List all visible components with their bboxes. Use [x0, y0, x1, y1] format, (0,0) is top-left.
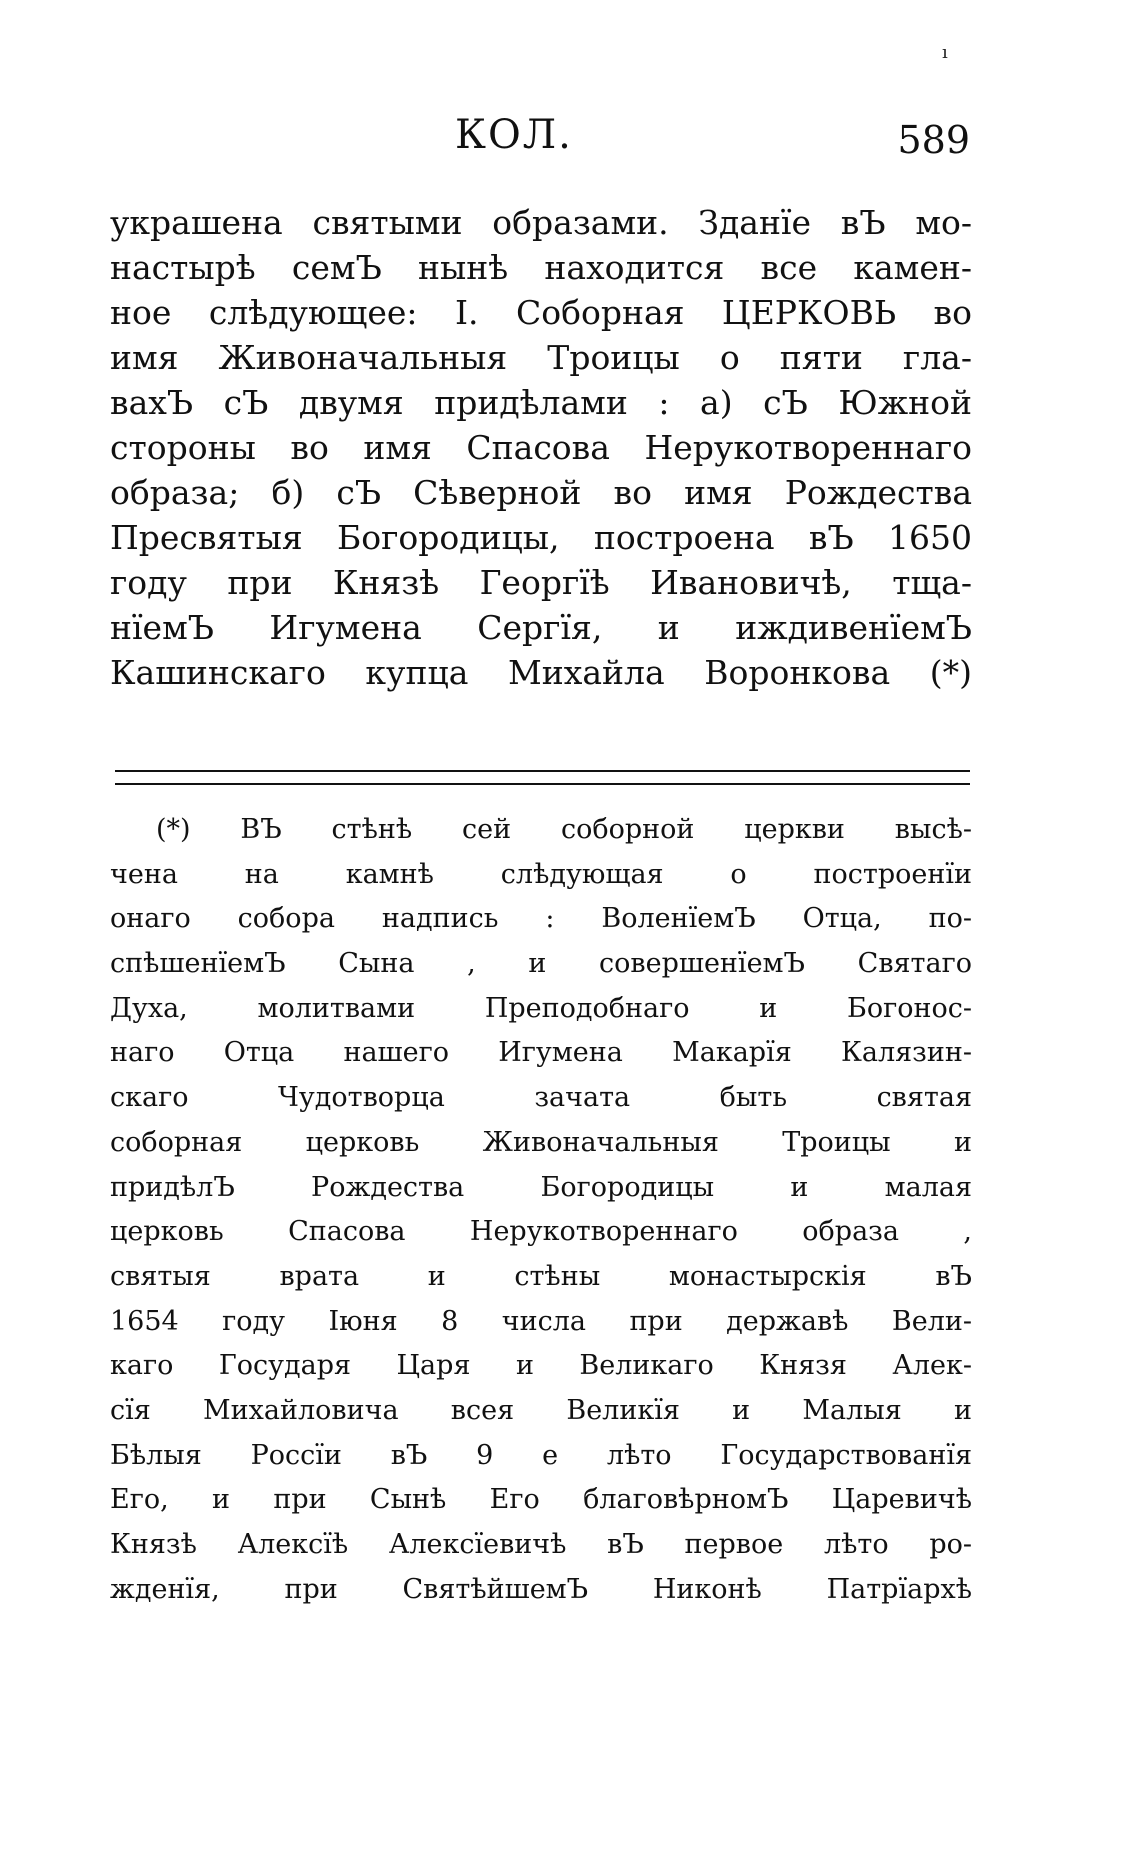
text-line: году при Князѣ Георгїѣ Ивановичѣ, тща-: [110, 563, 972, 602]
top-page-mark: ı: [942, 42, 948, 63]
page-number: 589: [897, 118, 970, 162]
footnote-line: спѣшенїемЪ Сына , и совершенїемЪ Святаго: [110, 948, 972, 980]
text-line: образа; б) сЪ Сѣверной во имя Рождества: [110, 473, 972, 512]
footnote-block: [110, 808, 972, 1612]
text-line: Кашинскаго купца Михайла Воронкова (*): [110, 653, 972, 692]
footnote-line: Князѣ Алексїѣ Алексїевичѣ вЪ первое лѣто ро-: [110, 1529, 972, 1560]
footnote-line: жденїя, при СвятѣйшемЪ Никонѣ Патрїархѣ: [110, 1573, 972, 1605]
footnote-line: чена на камнѣ слѣдующая о построенїи: [110, 858, 972, 890]
footnote-separator-rule-lower: [115, 783, 970, 785]
text-line: Пресвятыя Богородицы, построена вЪ 1650: [110, 518, 972, 557]
footnote-line: Его, и при Сынѣ Его благовѣрномЪ Царевичѣ: [110, 1484, 972, 1516]
footnote-line: сїя Михайловича всея Великїя и Малыя и: [110, 1394, 972, 1426]
footnote-line: святыя врата и стѣны монастырскія вЪ: [110, 1260, 972, 1292]
text-line: стороны во имя Спасова Нерукотвореннаго: [110, 428, 972, 467]
footnote-line: 1654 году Iюня 8 числа при державѣ Вели-: [110, 1305, 972, 1337]
footnote-line: придѣлЪ Рождества Богородицы и малая: [110, 1171, 972, 1203]
text-line: нїемЪ Игумена Сергїя, и иждивенїемЪ: [110, 608, 972, 647]
footnote-line: Духа, молитвами Преподобнаго и Богонос-: [110, 992, 972, 1024]
footnote-line: (*) ВЪ стѣнѣ сей соборной церкви высѣ-: [156, 814, 972, 845]
footnote-line: церковь Спасова Нерукотвореннаго образа ,: [110, 1216, 972, 1248]
text-line: украшена святыми образами. Зданїе вЪ мо-: [110, 203, 972, 242]
footnote-line: скаго Чудотворца зачата быть святая: [110, 1082, 972, 1114]
footnote-line: наго Отца нашего Игумена Макарїя Калязин-: [110, 1037, 972, 1069]
text-line: ное слѣдующее: I. Соборная ЦЕРКОВЬ во: [110, 293, 972, 332]
text-line: настырѣ семЪ нынѣ находится все камен-: [110, 248, 972, 287]
main-text-block: [110, 200, 972, 695]
footnote-line: Бѣлыя Россїи вЪ 9 е лѣто Государствованїя: [110, 1439, 972, 1471]
text-line: вахЪ сЪ двумя придѣлами : а) сЪ Южной: [110, 383, 972, 422]
running-head: КОЛ.: [455, 112, 573, 158]
footnote-line: онаго собора надпись : ВоленїемЪ Отца, по-: [110, 903, 972, 935]
text-line: имя Живоначальныя Троицы о пяти гла-: [110, 338, 972, 377]
footnote-separator-rule: [115, 770, 970, 772]
page-header: [110, 112, 970, 172]
footnote-line: соборная церковь Живоначальныя Троицы и: [110, 1126, 972, 1158]
footnote-line: каго Государя Царя и Великаго Князя Алек-: [110, 1350, 972, 1382]
